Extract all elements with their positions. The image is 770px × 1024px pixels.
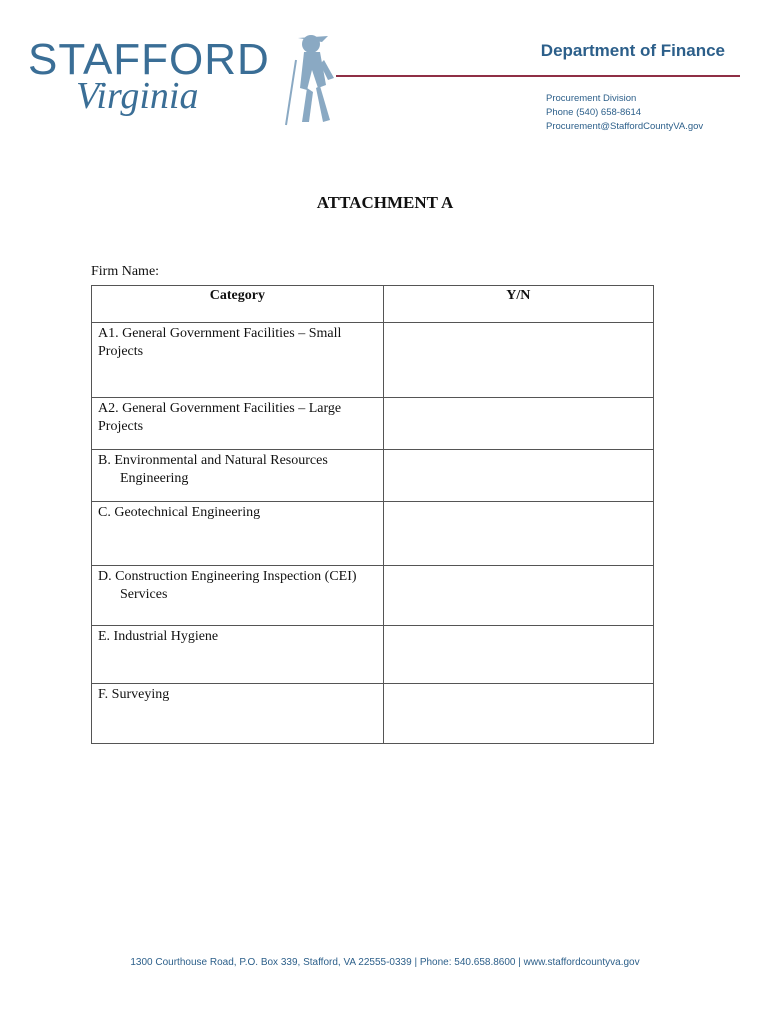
document-title: ATTACHMENT A [316,193,454,212]
table-header-row [92,286,654,323]
table-row [92,450,654,502]
yn-cell[interactable] [383,398,653,450]
category-cell: A2. General Government Facilities – Large Projects [92,398,384,450]
category-cell: F. Surveying [92,684,384,744]
table-row [92,502,654,566]
category-text: D. Construction Engineering Inspection (CEI) Services [98,569,357,602]
category-text: B. Environmental and Natural Resources Engineering [98,453,328,486]
yn-cell[interactable] [383,626,653,684]
yn-cell[interactable] [383,566,653,626]
category-cell: C. Geotechnical Engineering [92,502,384,566]
header-rule [336,75,740,77]
category-table [91,285,654,744]
yn-cell[interactable] [383,450,653,502]
stafford-virginia-logo [28,30,338,130]
column-header-yn: Y/N [383,286,653,323]
yn-cell[interactable] [383,684,653,744]
yn-cell[interactable] [383,323,653,398]
category-cell [92,566,384,626]
contact-email[interactable]: Procurement@StaffordCountyVA.gov [546,121,704,132]
logo-stafford-text: STAFFORD [28,35,270,84]
contact-division: Procurement Division [546,93,637,104]
category-cell: E. Industrial Hygiene [92,626,384,684]
yn-cell[interactable] [383,502,653,566]
table-row [92,566,654,626]
contact-block [546,92,703,134]
table-row [92,626,654,684]
logo-virginia-text: Virginia [76,75,199,117]
category-cell [92,450,384,502]
table-row [92,323,654,398]
department-title: Department of Finance [540,41,725,60]
firm-name-label: Firm Name: [91,264,160,279]
category-cell: A1. General Government Facilities – Small Projects [92,323,384,398]
table-row [92,398,654,450]
contact-phone: Phone (540) 658-8614 [546,107,642,118]
column-header-category: Category [92,286,384,323]
table-row [92,684,654,744]
footer-address: 1300 Courthouse Road, P.O. Box 339, Stafford, VA 22555-0339 | Phone: 540.658.8600 | www.staffordcountyva.gov [130,957,640,968]
colonial-figure-icon [298,35,334,122]
